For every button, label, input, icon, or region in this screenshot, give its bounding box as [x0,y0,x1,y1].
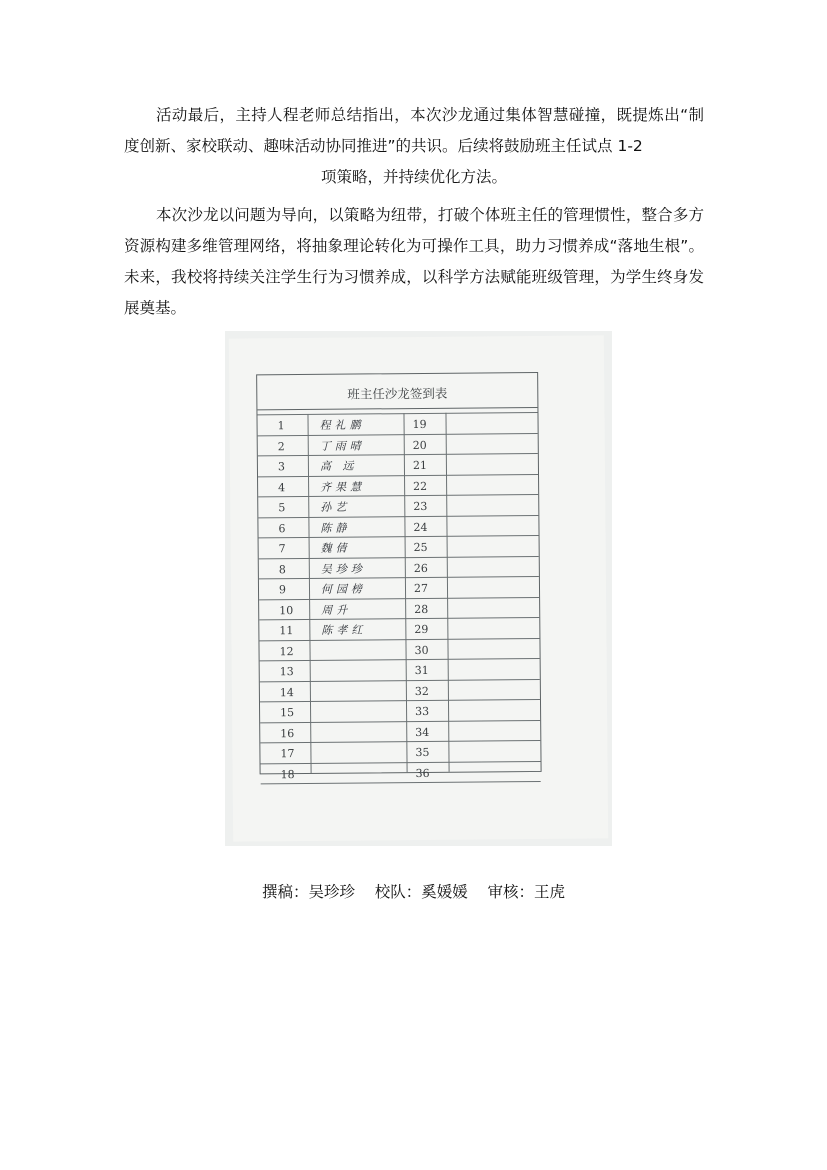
row-number: 14 [279,685,294,699]
table-row [260,699,540,722]
row-number: 7 [278,542,286,556]
row-number: 17 [280,747,295,761]
row-number: 21 [412,458,427,473]
row-number: 9 [278,583,287,597]
paper-sheet [229,335,608,841]
sign-in-table-title: 班主任沙龙签到表 [257,373,537,410]
table-row [258,453,538,476]
row-number: 27 [413,581,429,596]
row-number: 36 [415,766,430,780]
row-number: 34 [415,725,430,739]
signature: 孙艺 [320,500,351,514]
row-number: 1 [277,419,285,433]
signature: 陈静 [320,521,351,535]
row-number: 8 [278,562,286,576]
table-row [259,555,539,578]
signature: 丁雨晴 [319,438,365,453]
signature: 高 远 [319,459,358,473]
row-number: 33 [415,704,430,719]
table-row [258,494,538,517]
paragraph-summary-tail: 项策略，并持续优化方法。 [320,168,507,186]
row-number: 20 [412,438,427,452]
row-number: 4 [278,480,286,494]
table-row [258,473,538,496]
table-row [259,637,539,660]
signature: 周升 [321,603,352,617]
signature: 齐果慧 [320,479,366,494]
table-row [260,678,540,701]
paragraph-summary [124,100,704,193]
row-number: 13 [279,665,294,679]
table-row [259,617,539,640]
table-row [258,514,538,537]
row-number: 10 [279,603,294,617]
table-row [261,760,541,784]
row-number: 15 [280,706,295,720]
row-number: 24 [413,520,428,534]
signature: 何园榜 [320,582,367,596]
row-number: 12 [279,644,294,658]
row-number: 32 [414,684,429,698]
row-number: 22 [413,479,428,493]
row-number: 11 [279,624,294,638]
row-number: 6 [278,521,286,535]
sign-in-sheet-photo [225,331,612,846]
row-number: 18 [280,767,295,781]
row-number: 2 [277,439,285,453]
paragraph-conclusion: 本次沙龙以问题为导向，以策略为纽带，打破个体班主任的管理惯性，整合多方资源构建多维管理网络，将抽象理论转化为可操作工具，助力习惯养成“落地生根”。未来，我校将持续关注学生行为习惯养成，以科学方法赋能班级管理，为学生终身发展奠基。 [124,206,704,317]
sign-in-rows [257,412,540,784]
row-number: 16 [280,726,295,740]
row-number: 26 [413,561,428,575]
row-number: 19 [412,417,427,432]
table-row [257,412,537,435]
table-row [259,596,539,619]
paragraph-summary-main: 活动最后，主持人程老师总结指出，本次沙龙通过集体智慧碰撞，既提炼出“制度创新、家校联动、趣味活动协同推进”的共识。后续将鼓励班主任试点 1-2 [124,106,704,155]
row-number: 31 [414,663,429,678]
row-number: 30 [414,643,429,657]
row-number: 29 [414,622,429,637]
credits-line: 撰稿：吴珍珍 校队：奚媛媛 审核：王虎 [262,883,565,901]
sign-in-table [256,372,541,781]
table-row [258,432,538,455]
table-row [260,719,540,742]
row-number: 25 [413,540,428,555]
table-row [259,535,539,558]
signature: 吴珍珍 [320,561,366,576]
signature: 魏倩 [320,541,351,555]
table-row [259,576,539,599]
table-row [260,740,540,763]
signature: 陈孝红 [321,623,367,637]
signature: 程礼鹏 [319,418,365,432]
row-number: 35 [415,745,430,760]
row-number: 28 [414,602,429,616]
row-number: 23 [413,499,428,514]
row-number: 5 [278,501,286,515]
table-row [260,658,540,681]
row-number: 3 [277,460,285,474]
